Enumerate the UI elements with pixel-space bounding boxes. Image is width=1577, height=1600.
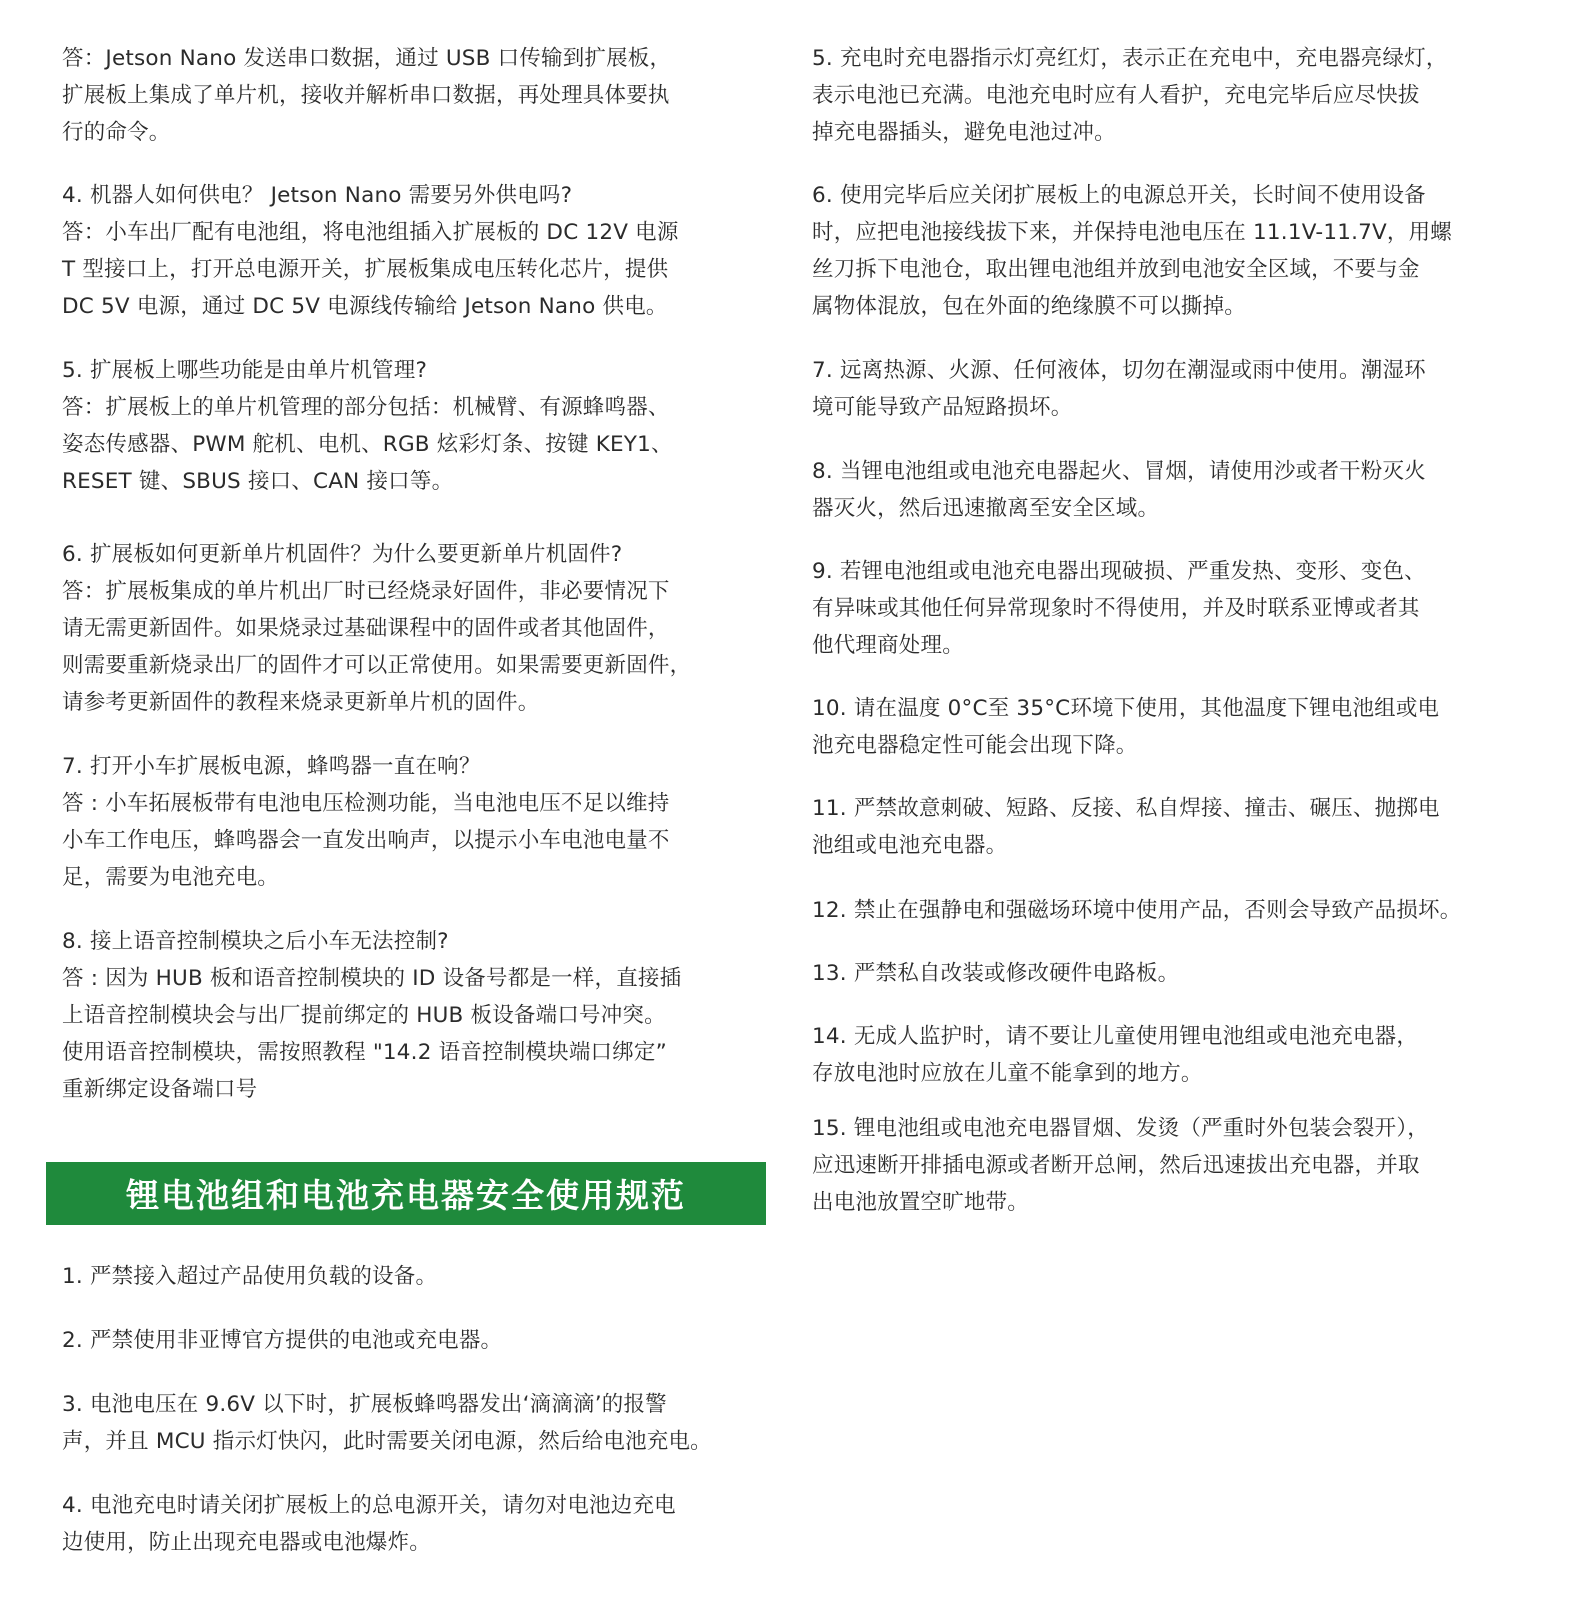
text-line: 表示电池已充满。电池充电时应有人看护，充电完毕后应尽快拔 — [812, 83, 1420, 108]
safety-rule-6 — [812, 177, 1537, 325]
text-line: 10. 请在温度 0°C至 35°C环境下使用，其他温度下锂电池组或电 — [812, 696, 1440, 721]
text-line: 姿态传感器、PWM 舵机、电机、RGB 炫彩灯条、按键 KEY1、 — [62, 432, 673, 457]
safety-rule-13 — [812, 955, 1537, 992]
text-line: RESET 键、SBUS 接口、CAN 接口等。 — [62, 469, 454, 494]
safety-rule-15 — [812, 1110, 1537, 1221]
text-line: 掉充电器插头，避免电池过冲。 — [812, 120, 1116, 145]
text-line: 应迅速断开排插电源或者断开总闸，然后迅速拔出充电器，并取 — [812, 1153, 1420, 1178]
text-line: 答：扩展板集成的单片机出厂时已经烧录好固件，非必要情况下 — [62, 579, 670, 604]
text-line: 足，需要为电池充电。 — [62, 865, 280, 890]
text-line: 境可能导致产品短路损坏。 — [812, 395, 1073, 420]
safety-rule-1 — [62, 1258, 766, 1295]
safety-rule-4 — [62, 1487, 766, 1561]
faq-question: 8. 接上语音控制模块之后小车无法控制? — [62, 929, 449, 954]
text-line: 7. 远离热源、火源、任何液体，切勿在潮湿或雨中使用。潮湿环 — [812, 358, 1426, 383]
safety-rule-5 — [812, 40, 1537, 151]
text-line: 有异味或其他任何异常现象时不得使用，并及时联系亚博或者其 — [812, 596, 1420, 621]
text-line: DC 5V 电源，通过 DC 5V 电源线传输给 Jetson Nano 供电。 — [62, 294, 668, 319]
text-line: 1. 严禁接入超过产品使用负载的设备。 — [62, 1264, 438, 1289]
text-line: 答 : 因为 HUB 板和语音控制模块的 ID 设备号都是一样，直接插 — [62, 966, 682, 991]
section-title: 锂电池组和电池充电器安全使用规范 — [126, 1176, 686, 1215]
text-line: 行的命令。 — [62, 120, 171, 145]
text-line: 边使用，防止出现充电器或电池爆炸。 — [62, 1530, 431, 1555]
text-line: 上语音控制模块会与出厂提前绑定的 HUB 板设备端口号冲突。 — [62, 1003, 666, 1028]
faq-6 — [62, 536, 766, 721]
text-line: 8. 当锂电池组或电池充电器起火、冒烟，请使用沙或者干粉灭火 — [812, 459, 1426, 484]
text-line: 扩展板上集成了单片机，接收并解析串口数据，再处理具体要执 — [62, 83, 670, 108]
text-line: 存放电池时应放在儿童不能拿到的地方。 — [812, 1061, 1203, 1086]
faq-question: 6. 扩展板如何更新单片机固件？为什么要更新单片机固件? — [62, 542, 623, 567]
text-line: 11. 严禁故意刺破、短路、反接、私自焊接、撞击、碾压、抛掷电 — [812, 796, 1440, 821]
text-line: 2. 严禁使用非亚博官方提供的电池或充电器。 — [62, 1328, 503, 1353]
safety-rule-11 — [812, 790, 1537, 864]
text-line: 器灭火，然后迅速撤离至安全区域。 — [812, 496, 1160, 521]
text-line: 时，应把电池接线拔下来，并保持电池电压在 11.1V-11.7V，用螺 — [812, 220, 1452, 245]
safety-rule-14 — [812, 1018, 1537, 1092]
text-line: 他代理商处理。 — [812, 633, 964, 658]
text-line: 声，并且 MCU 指示灯快闪，此时需要关闭电源，然后给电池充电。 — [62, 1429, 712, 1454]
text-line: 属物体混放，包在外面的绝缘膜不可以撕掉。 — [812, 294, 1247, 319]
safety-rule-7 — [812, 352, 1537, 426]
text-line: 13. 严禁私自改装或修改硬件电路板。 — [812, 961, 1180, 986]
section-banner — [46, 1162, 766, 1225]
text-line: 答 : 小车拓展板带有电池电压检测功能，当电池电压不足以维持 — [62, 791, 670, 816]
safety-rule-2 — [62, 1322, 766, 1359]
faq-question: 5. 扩展板上哪些功能是由单片机管理? — [62, 358, 428, 383]
text-line: 12. 禁止在强静电和强磁场环境中使用产品，否则会导致产品损坏。 — [812, 898, 1462, 923]
safety-rule-9 — [812, 553, 1537, 664]
faq-5 — [62, 352, 766, 500]
faq-7 — [62, 748, 766, 896]
text-line: 15. 锂电池组或电池充电器冒烟、发烫（严重时外包装会裂开）， — [812, 1116, 1429, 1141]
text-line: 4. 电池充电时请关闭扩展板上的总电源开关，请勿对电池边充电 — [62, 1493, 676, 1518]
text-line: 5. 充电时充电器指示灯亮红灯，表示正在充电中，充电器亮绿灯， — [812, 46, 1448, 71]
safety-rule-8 — [812, 453, 1537, 527]
faq-question: 7. 打开小车扩展板电源，蜂鸣器一直在响？ — [62, 754, 481, 779]
text-line: 池组或电池充电器。 — [812, 833, 1008, 858]
safety-rule-12 — [812, 892, 1537, 929]
faq-8 — [62, 923, 766, 1108]
text-line: 使用语音控制模块，需按照教程 "14.2 语音控制模块端口绑定” — [62, 1040, 667, 1065]
text-line: 答：Jetson Nano 发送串口数据，通过 USB 口传输到扩展板， — [62, 46, 672, 71]
text-line: 9. 若锂电池组或电池充电器出现破损、严重发热、变形、变色、 — [812, 559, 1426, 584]
text-line: 则需要重新烧录出厂的固件才可以正常使用。如果需要更新固件， — [62, 653, 692, 678]
text-line: 答：小车出厂配有电池组，将电池组插入扩展板的 DC 12V 电源 — [62, 220, 679, 245]
faq-question: 4. 机器人如何供电？ Jetson Nano 需要另外供电吗? — [62, 183, 573, 208]
faq-answer-3 — [62, 40, 766, 151]
text-line: 重新绑定设备端口号 — [62, 1077, 258, 1102]
text-line: T 型接口上，打开总电源开关，扩展板集成电压转化芯片，提供 — [62, 257, 669, 282]
text-line: 3. 电池电压在 9.6V 以下时，扩展板蜂鸣器发出‘滴滴滴’的报警 — [62, 1392, 667, 1417]
text-line: 6. 使用完毕后应关闭扩展板上的电源总开关，长时间不使用设备 — [812, 183, 1426, 208]
safety-rule-3 — [62, 1386, 766, 1460]
text-line: 池充电器稳定性可能会出现下降。 — [812, 733, 1138, 758]
text-line: 丝刀拆下电池仓，取出锂电池组并放到电池安全区域，不要与金 — [812, 257, 1420, 282]
text-line: 小车工作电压，蜂鸣器会一直发出响声，以提示小车电池电量不 — [62, 828, 670, 853]
text-line: 出电池放置空旷地带。 — [812, 1190, 1030, 1215]
text-line: 请参考更新固件的教程来烧录更新单片机的固件。 — [62, 690, 540, 715]
faq-4 — [62, 177, 766, 325]
text-line: 答：扩展板上的单片机管理的部分包括：机械臂、有源蜂鸣器、 — [62, 395, 670, 420]
safety-rule-10 — [812, 690, 1537, 764]
text-line: 请无需更新固件。如果烧录过基础课程中的固件或者其他固件， — [62, 616, 670, 641]
text-line: 14. 无成人监护时，请不要让儿童使用锂电池组或电池充电器， — [812, 1024, 1419, 1049]
